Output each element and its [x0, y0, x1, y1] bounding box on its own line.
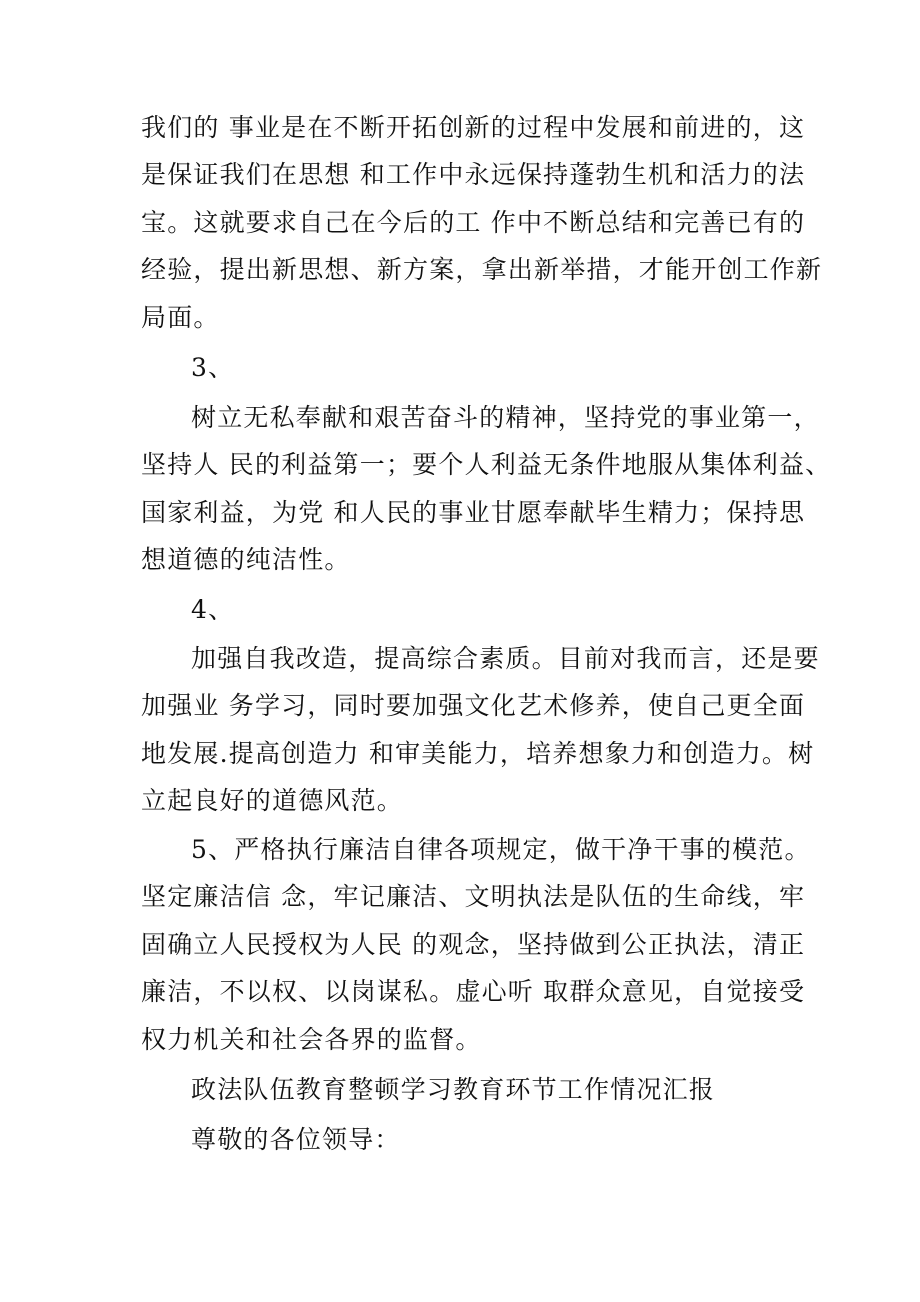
paragraph-line: 是保证我们在思想 和工作中永远保持蓬勃生机和活力的法 — [141, 160, 806, 189]
paragraph-line: 权力机关和社会各界的监督。 — [141, 1025, 482, 1054]
paragraph-line: 廉洁，不以权、以岗谋私。虚心听 取群众意见，自觉接受 — [141, 977, 806, 1006]
paragraph-line: 国家利益，为党 和人民的事业甘愿奉献毕生精力；保持思 — [141, 498, 806, 527]
paragraph-line: 树立无私奉献和艰苦奋斗的精神，坚持党的事业第一， — [191, 403, 820, 432]
paragraph-line: 加强业 务学习，同时要加强文化艺术修养，使自己更全面 — [141, 691, 806, 720]
paragraph-line: 加强自我改造，提高综合素质。目前对我而言，还是要 — [191, 644, 820, 673]
paragraph-line: 经验，提出新思想、新方案，拿出新举措，才能开创工作新 — [141, 255, 823, 284]
paragraph-line: 坚持人 民的利益第一；要个人利益无条件地服从集体利益、 — [141, 450, 832, 479]
paragraph-line: 立起良好的道德风范。 — [141, 786, 404, 815]
paragraph-line: 固确立人民授权为人民 的观念，坚持做到公正执法，清正 — [141, 930, 806, 959]
paragraph-line: 宝。这就要求自己在今后的工 作中不断总结和完善已有的 — [141, 208, 806, 237]
paragraph-line: 5、严格执行廉洁自律各项规定，做干净干事的模范。 — [191, 835, 811, 864]
paragraph-line: 想道德的纯洁性。 — [141, 545, 351, 574]
paragraph-line: 我们的 事业是在不断开拓创新的过程中发展和前进的，这 — [141, 113, 806, 142]
list-number: 3、 — [191, 353, 235, 382]
paragraph-line: 地发展.提高创造力 和审美能力，培养想象力和创造力。树 — [141, 739, 815, 768]
section-title: 政法队伍教育整顿学习教育环节工作情况汇报 — [191, 1075, 716, 1104]
salutation: 尊敬的各位领导： — [191, 1125, 401, 1154]
paragraph-line: 局面。 — [141, 303, 220, 332]
list-number: 4、 — [191, 595, 235, 624]
paragraph-line: 坚定廉洁信 念，牢记廉洁、文明执法是队伍的生命线，牢 — [141, 882, 806, 911]
